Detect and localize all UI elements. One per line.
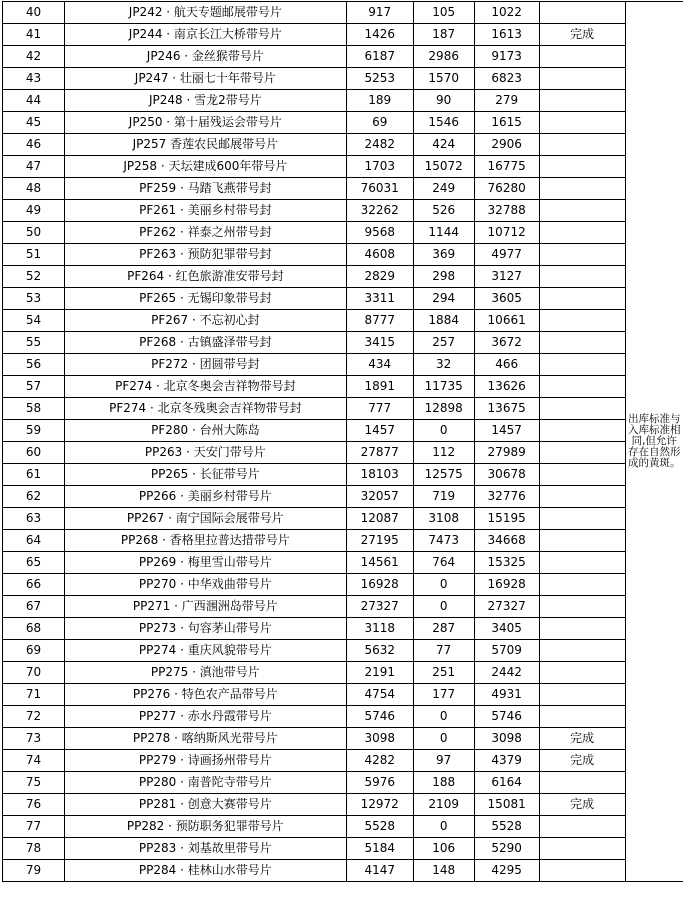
table-row [3, 618, 683, 640]
total-cell: 5290 [474, 838, 539, 860]
quantity-b-cell: 424 [413, 134, 474, 156]
quantity-a-cell: 27327 [346, 596, 413, 618]
row-number-cell: 47 [3, 156, 65, 178]
row-number-cell: 79 [3, 860, 65, 882]
table-row [3, 420, 683, 442]
status-cell [539, 310, 625, 332]
row-number-cell: 74 [3, 750, 65, 772]
row-number-cell: 73 [3, 728, 65, 750]
total-cell: 13675 [474, 398, 539, 420]
total-cell: 6164 [474, 772, 539, 794]
item-name-cell: PF267 · 不忘初心封 [64, 310, 346, 332]
quantity-a-cell: 9568 [346, 222, 413, 244]
quantity-b-cell: 0 [413, 816, 474, 838]
status-cell [539, 574, 625, 596]
quantity-b-cell: 7473 [413, 530, 474, 552]
status-cell [539, 68, 625, 90]
quantity-a-cell: 2829 [346, 266, 413, 288]
table-row [3, 354, 683, 376]
quantity-b-cell: 294 [413, 288, 474, 310]
table-row [3, 398, 683, 420]
total-cell: 9173 [474, 46, 539, 68]
row-number-cell: 52 [3, 266, 65, 288]
table-row [3, 530, 683, 552]
total-cell: 4931 [474, 684, 539, 706]
item-name-cell: PP268 · 香格里拉普达措带号片 [64, 530, 346, 552]
item-name-cell: PF272 · 团圆带号封 [64, 354, 346, 376]
item-name-cell: JP242 · 航天专题邮展带号片 [64, 2, 346, 24]
quantity-a-cell: 4608 [346, 244, 413, 266]
quantity-b-cell: 15072 [413, 156, 474, 178]
table-row [3, 772, 683, 794]
quantity-a-cell: 27195 [346, 530, 413, 552]
item-name-cell: PF262 · 祥泰之州带号封 [64, 222, 346, 244]
table-row [3, 794, 683, 816]
quantity-a-cell: 16928 [346, 574, 413, 596]
item-name-cell: PP275 · 滇池带号片 [64, 662, 346, 684]
status-cell: 完成 [539, 24, 625, 46]
row-number-cell: 49 [3, 200, 65, 222]
quantity-a-cell: 1457 [346, 420, 413, 442]
item-name-cell: PP269 · 梅里雪山带号片 [64, 552, 346, 574]
quantity-a-cell: 1891 [346, 376, 413, 398]
item-name-cell: PP265 · 长征带号片 [64, 464, 346, 486]
total-cell: 466 [474, 354, 539, 376]
row-number-cell: 72 [3, 706, 65, 728]
total-cell: 76280 [474, 178, 539, 200]
table-row [3, 46, 683, 68]
item-name-cell: PP278 · 喀纳斯风光带号片 [64, 728, 346, 750]
status-cell [539, 662, 625, 684]
item-name-cell: PF261 · 美丽乡村带号封 [64, 200, 346, 222]
table-row [3, 640, 683, 662]
item-name-cell: JP250 · 第十届残运会带号片 [64, 112, 346, 134]
row-number-cell: 69 [3, 640, 65, 662]
table-row [3, 750, 683, 772]
status-cell [539, 618, 625, 640]
quantity-b-cell: 32 [413, 354, 474, 376]
total-cell: 1613 [474, 24, 539, 46]
table-row [3, 90, 683, 112]
total-cell: 1022 [474, 2, 539, 24]
table-row [3, 860, 683, 882]
quantity-b-cell: 188 [413, 772, 474, 794]
quantity-a-cell: 32057 [346, 486, 413, 508]
status-cell [539, 552, 625, 574]
total-cell: 279 [474, 90, 539, 112]
total-cell: 15195 [474, 508, 539, 530]
quantity-a-cell: 4282 [346, 750, 413, 772]
quantity-b-cell: 97 [413, 750, 474, 772]
item-name-cell: PP276 · 特色农产品带号片 [64, 684, 346, 706]
status-cell [539, 200, 625, 222]
item-name-cell: PF265 · 无锡印象带号封 [64, 288, 346, 310]
total-cell: 16928 [474, 574, 539, 596]
item-name-cell: PP273 · 句容茅山带号片 [64, 618, 346, 640]
total-cell: 2442 [474, 662, 539, 684]
quantity-b-cell: 2986 [413, 46, 474, 68]
quantity-b-cell: 1144 [413, 222, 474, 244]
total-cell: 27327 [474, 596, 539, 618]
row-number-cell: 76 [3, 794, 65, 816]
status-cell [539, 2, 625, 24]
quantity-b-cell: 1570 [413, 68, 474, 90]
quantity-b-cell: 0 [413, 420, 474, 442]
status-cell [539, 134, 625, 156]
total-cell: 3098 [474, 728, 539, 750]
item-name-cell: PF280 · 台州大陈岛 [64, 420, 346, 442]
row-number-cell: 66 [3, 574, 65, 596]
table-row [3, 486, 683, 508]
table-row [3, 178, 683, 200]
total-cell: 4379 [474, 750, 539, 772]
total-cell: 3405 [474, 618, 539, 640]
table-row [3, 728, 683, 750]
item-name-cell: PP266 · 美丽乡村带号片 [64, 486, 346, 508]
item-name-cell: PP267 · 南宁国际会展带号片 [64, 508, 346, 530]
quantity-a-cell: 2482 [346, 134, 413, 156]
row-number-cell: 55 [3, 332, 65, 354]
quantity-a-cell: 76031 [346, 178, 413, 200]
table-row [3, 288, 683, 310]
total-cell: 16775 [474, 156, 539, 178]
quantity-b-cell: 526 [413, 200, 474, 222]
table-row [3, 200, 683, 222]
quantity-a-cell: 12087 [346, 508, 413, 530]
table-row [3, 684, 683, 706]
status-cell [539, 156, 625, 178]
total-cell: 5528 [474, 816, 539, 838]
row-number-cell: 68 [3, 618, 65, 640]
quantity-b-cell: 177 [413, 684, 474, 706]
table-row [3, 332, 683, 354]
quantity-b-cell: 12898 [413, 398, 474, 420]
status-cell [539, 508, 625, 530]
table-row [3, 68, 683, 90]
quantity-b-cell: 3108 [413, 508, 474, 530]
row-number-cell: 59 [3, 420, 65, 442]
quantity-a-cell: 5976 [346, 772, 413, 794]
status-cell [539, 178, 625, 200]
status-cell [539, 640, 625, 662]
item-name-cell: PF263 · 预防犯罪带号封 [64, 244, 346, 266]
row-number-cell: 75 [3, 772, 65, 794]
row-number-cell: 57 [3, 376, 65, 398]
quantity-b-cell: 1884 [413, 310, 474, 332]
quantity-a-cell: 4147 [346, 860, 413, 882]
row-number-cell: 44 [3, 90, 65, 112]
quantity-b-cell: 251 [413, 662, 474, 684]
total-cell: 6823 [474, 68, 539, 90]
item-name-cell: PP280 · 南普陀寺带号片 [64, 772, 346, 794]
item-name-cell: JP244 · 南京长江大桥带号片 [64, 24, 346, 46]
quantity-a-cell: 434 [346, 354, 413, 376]
item-name-cell: PF274 · 北京冬残奥会吉祥物带号封 [64, 398, 346, 420]
quantity-a-cell: 5253 [346, 68, 413, 90]
row-number-cell: 77 [3, 816, 65, 838]
table-row [3, 662, 683, 684]
quantity-a-cell: 777 [346, 398, 413, 420]
status-cell [539, 398, 625, 420]
row-number-cell: 65 [3, 552, 65, 574]
total-cell: 3605 [474, 288, 539, 310]
table-row [3, 2, 683, 24]
row-number-cell: 40 [3, 2, 65, 24]
table-row [3, 244, 683, 266]
status-cell [539, 596, 625, 618]
table-row [3, 24, 683, 46]
status-cell [539, 860, 625, 882]
status-cell [539, 266, 625, 288]
quantity-a-cell: 27877 [346, 442, 413, 464]
status-cell [539, 354, 625, 376]
row-number-cell: 67 [3, 596, 65, 618]
row-number-cell: 43 [3, 68, 65, 90]
status-cell [539, 486, 625, 508]
row-number-cell: 61 [3, 464, 65, 486]
quantity-a-cell: 5184 [346, 838, 413, 860]
status-cell [539, 90, 625, 112]
table-row [3, 706, 683, 728]
row-number-cell: 56 [3, 354, 65, 376]
total-cell: 3127 [474, 266, 539, 288]
item-name-cell: PP284 · 桂林山水带号片 [64, 860, 346, 882]
status-cell [539, 816, 625, 838]
note-cell: 出库标准与入库标准相同,但允许存在自然形成的黄斑。 [625, 2, 683, 882]
quantity-b-cell: 719 [413, 486, 474, 508]
total-cell: 5709 [474, 640, 539, 662]
row-number-cell: 60 [3, 442, 65, 464]
item-name-cell: JP247 · 壮丽七十年带号片 [64, 68, 346, 90]
status-cell [539, 442, 625, 464]
quantity-a-cell: 1426 [346, 24, 413, 46]
quantity-b-cell: 0 [413, 728, 474, 750]
item-name-cell: PP279 · 诗画扬州带号片 [64, 750, 346, 772]
quantity-a-cell: 2191 [346, 662, 413, 684]
quantity-b-cell: 0 [413, 596, 474, 618]
item-name-cell: PF264 · 红色旅游准安带号封 [64, 266, 346, 288]
status-cell [539, 244, 625, 266]
table-row [3, 222, 683, 244]
quantity-b-cell: 112 [413, 442, 474, 464]
status-cell [539, 530, 625, 552]
quantity-a-cell: 4754 [346, 684, 413, 706]
table-row [3, 508, 683, 530]
item-name-cell: PP283 · 刘基故里带号片 [64, 838, 346, 860]
table-row [3, 266, 683, 288]
table-row [3, 552, 683, 574]
quantity-a-cell: 5528 [346, 816, 413, 838]
quantity-b-cell: 369 [413, 244, 474, 266]
status-cell [539, 706, 625, 728]
quantity-a-cell: 189 [346, 90, 413, 112]
status-cell [539, 420, 625, 442]
total-cell: 32788 [474, 200, 539, 222]
total-cell: 2906 [474, 134, 539, 156]
status-cell [539, 376, 625, 398]
quantity-b-cell: 249 [413, 178, 474, 200]
item-name-cell: PP277 · 赤水丹霞带号片 [64, 706, 346, 728]
item-name-cell: JP258 · 天坛建成600年带号片 [64, 156, 346, 178]
row-number-cell: 48 [3, 178, 65, 200]
quantity-a-cell: 6187 [346, 46, 413, 68]
item-name-cell: JP248 · 雪龙2带号片 [64, 90, 346, 112]
total-cell: 15081 [474, 794, 539, 816]
quantity-a-cell: 5632 [346, 640, 413, 662]
total-cell: 4295 [474, 860, 539, 882]
status-cell [539, 838, 625, 860]
inventory-table [2, 1, 683, 882]
quantity-b-cell: 90 [413, 90, 474, 112]
row-number-cell: 63 [3, 508, 65, 530]
total-cell: 30678 [474, 464, 539, 486]
status-cell [539, 684, 625, 706]
table-row [3, 442, 683, 464]
status-cell: 完成 [539, 728, 625, 750]
status-cell [539, 332, 625, 354]
total-cell: 4977 [474, 244, 539, 266]
item-name-cell: PP263 · 天安门带号片 [64, 442, 346, 464]
table-row [3, 596, 683, 618]
item-name-cell: PF268 · 古镇盛泽带号封 [64, 332, 346, 354]
row-number-cell: 41 [3, 24, 65, 46]
table-row [3, 838, 683, 860]
table-body [3, 2, 683, 882]
quantity-a-cell: 5746 [346, 706, 413, 728]
table-row [3, 112, 683, 134]
quantity-b-cell: 11735 [413, 376, 474, 398]
quantity-b-cell: 764 [413, 552, 474, 574]
total-cell: 32776 [474, 486, 539, 508]
row-number-cell: 70 [3, 662, 65, 684]
status-cell [539, 288, 625, 310]
item-name-cell: PP282 · 预防职务犯罪带号片 [64, 816, 346, 838]
row-number-cell: 64 [3, 530, 65, 552]
quantity-a-cell: 18103 [346, 464, 413, 486]
table-row [3, 464, 683, 486]
total-cell: 10661 [474, 310, 539, 332]
item-name-cell: PF274 · 北京冬奥会吉祥物带号封 [64, 376, 346, 398]
total-cell: 1457 [474, 420, 539, 442]
quantity-a-cell: 1703 [346, 156, 413, 178]
total-cell: 3672 [474, 332, 539, 354]
table-row [3, 156, 683, 178]
table-row [3, 376, 683, 398]
table-row [3, 134, 683, 156]
item-name-cell: PP274 · 重庆风貌带号片 [64, 640, 346, 662]
item-name-cell: JP246 · 金丝猴带号片 [64, 46, 346, 68]
quantity-b-cell: 77 [413, 640, 474, 662]
table-row [3, 816, 683, 838]
status-cell [539, 112, 625, 134]
total-cell: 15325 [474, 552, 539, 574]
status-cell: 完成 [539, 794, 625, 816]
quantity-b-cell: 148 [413, 860, 474, 882]
row-number-cell: 46 [3, 134, 65, 156]
quantity-b-cell: 1546 [413, 112, 474, 134]
quantity-a-cell: 3415 [346, 332, 413, 354]
total-cell: 34668 [474, 530, 539, 552]
quantity-a-cell: 3098 [346, 728, 413, 750]
status-cell [539, 772, 625, 794]
quantity-a-cell: 69 [346, 112, 413, 134]
row-number-cell: 58 [3, 398, 65, 420]
row-number-cell: 78 [3, 838, 65, 860]
table-row [3, 310, 683, 332]
item-name-cell: PF259 · 马踏飞燕带号封 [64, 178, 346, 200]
quantity-a-cell: 3118 [346, 618, 413, 640]
item-name-cell: PP270 · 中华戏曲带号片 [64, 574, 346, 596]
quantity-b-cell: 287 [413, 618, 474, 640]
row-number-cell: 53 [3, 288, 65, 310]
quantity-a-cell: 3311 [346, 288, 413, 310]
quantity-a-cell: 14561 [346, 552, 413, 574]
quantity-b-cell: 12575 [413, 464, 474, 486]
total-cell: 27989 [474, 442, 539, 464]
item-name-cell: PP281 · 创意大赛带号片 [64, 794, 346, 816]
quantity-b-cell: 187 [413, 24, 474, 46]
quantity-b-cell: 105 [413, 2, 474, 24]
quantity-b-cell: 0 [413, 574, 474, 596]
row-number-cell: 42 [3, 46, 65, 68]
row-number-cell: 51 [3, 244, 65, 266]
quantity-b-cell: 2109 [413, 794, 474, 816]
quantity-b-cell: 257 [413, 332, 474, 354]
quantity-b-cell: 0 [413, 706, 474, 728]
total-cell: 13626 [474, 376, 539, 398]
status-cell [539, 46, 625, 68]
row-number-cell: 62 [3, 486, 65, 508]
quantity-a-cell: 917 [346, 2, 413, 24]
status-cell: 完成 [539, 750, 625, 772]
quantity-a-cell: 32262 [346, 200, 413, 222]
row-number-cell: 45 [3, 112, 65, 134]
status-cell [539, 222, 625, 244]
table-row [3, 574, 683, 596]
quantity-a-cell: 12972 [346, 794, 413, 816]
total-cell: 10712 [474, 222, 539, 244]
row-number-cell: 71 [3, 684, 65, 706]
status-cell [539, 464, 625, 486]
total-cell: 1615 [474, 112, 539, 134]
total-cell: 5746 [474, 706, 539, 728]
item-name-cell: PP271 · 广西涠洲岛带号片 [64, 596, 346, 618]
quantity-b-cell: 298 [413, 266, 474, 288]
quantity-a-cell: 8777 [346, 310, 413, 332]
row-number-cell: 54 [3, 310, 65, 332]
row-number-cell: 50 [3, 222, 65, 244]
quantity-b-cell: 106 [413, 838, 474, 860]
item-name-cell: JP257 香莲农民邮展带号片 [64, 134, 346, 156]
